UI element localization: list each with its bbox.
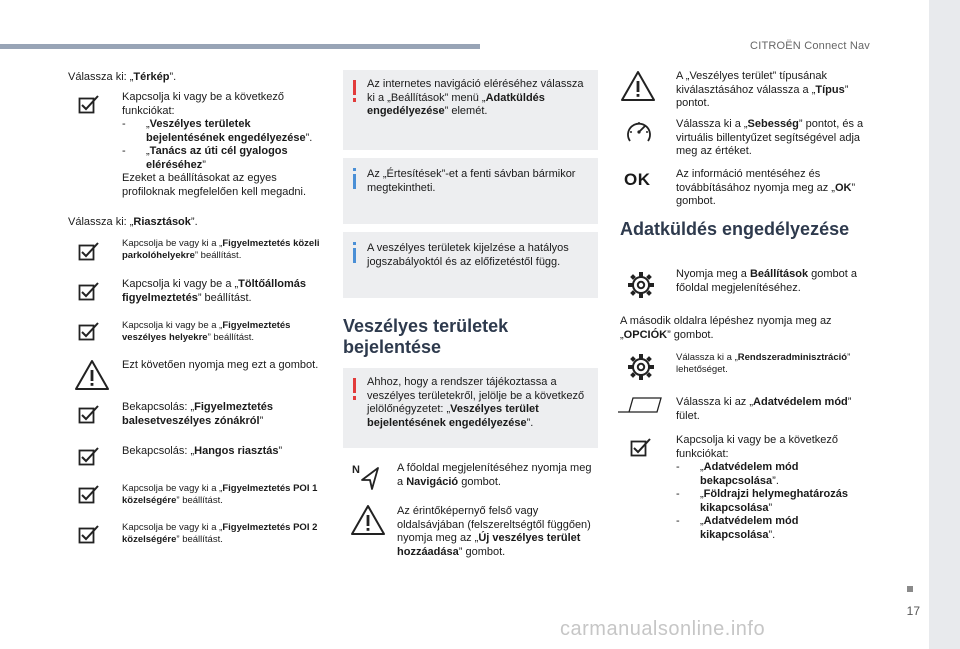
heading-danger-zone: Veszélyes területek bejelentése xyxy=(343,316,509,357)
item-poi2-alert: Kapcsolja be vagy ki a „Figyelmeztetés POI 2 közelségére” beállítást. xyxy=(122,522,318,545)
select-map-line: Válassza ki: „Térkép”. xyxy=(68,71,177,83)
note-notifications: Az „Értesítések”-et a fenti sávban bármikor megtekintheti. xyxy=(343,158,598,224)
item-map-functions: Kapcsolja ki vagy be a következő funkciókat: - „Veszélyes területek bejelentésének engedélyezése”. - „Tanács az úti cél gyalogos eléréséhez” Ezeket a beállításokat az egyes profiloknak megfelelően kell megadni. xyxy=(122,91,322,199)
checkbox-icon xyxy=(78,281,100,301)
checkbox-icon xyxy=(78,241,100,261)
heading-data-sending: Adatküldés engedélyezése xyxy=(620,219,850,239)
checkbox-icon xyxy=(78,484,100,504)
speedometer-icon xyxy=(624,117,654,147)
checkbox-icon xyxy=(78,94,100,114)
item-audio-alert: Bekapcsolás: „Hangos riasztás” xyxy=(122,445,283,457)
item-privacy-tab: Válassza ki az „Adatvédelem mód” fület. xyxy=(676,396,852,422)
watermark: carmanualsonline.info xyxy=(560,618,766,640)
gear-icon xyxy=(626,352,656,382)
page-number: 17 xyxy=(906,604,920,618)
note-enable-danger-zone: Ahhoz, hogy a rendszer tájékoztassa a veszélyes területekről, jelölje be a következő jelölőnégyzetet: „Veszélyes terület bejelentésének engedélyezése”. xyxy=(343,368,598,448)
note-legal: A veszélyes területek kijelzése a hatályos jogszabályoktól és az előfizetéstől függ. xyxy=(343,232,598,298)
checkbox-icon xyxy=(78,446,100,466)
item-enter-speed: Válassza ki a „Sebesség” pontot, és a virtuális billentyűzet segítségével adja meg az értéket. xyxy=(676,118,864,157)
item-press-ok: Az információ mentéséhez és továbbításához nyomja meg az „OK” gombot. xyxy=(676,168,856,207)
checkbox-icon xyxy=(78,404,100,424)
item-accident-zone-alert: Bekapcsolás: „Figyelmeztetés balesetveszélyes zónákról” xyxy=(122,401,274,427)
item-poi1-alert: Kapcsolja be vagy ki a „Figyelmeztetés POI 1 közelségére” beállítást. xyxy=(122,483,318,506)
page-side-strip xyxy=(929,0,960,649)
brand-label: CITROËN Connect Nav xyxy=(750,40,870,52)
ok-button-icon: OK xyxy=(624,170,651,189)
gear-icon xyxy=(626,270,656,300)
item-parking-alert: Kapcsolja be vagy ki a „Figyelmeztetés közeli parkolóhelyekre” beállítást. xyxy=(122,238,320,261)
warning-triangle-icon xyxy=(74,359,110,391)
item-privacy-functions: Kapcsolja ki vagy be a következő funkciókat: - „Adatvédelem mód bekapcsolása”. - „Földrajzi helymeghatározás kikapcsolása” - „Adatvédelem mód kikapcsolása”. xyxy=(676,434,876,542)
item-press-settings: Nyomja meg a Beállítások gombot a főoldal megjelenítéséhez. xyxy=(676,268,857,294)
checkbox-icon xyxy=(630,437,652,457)
navigation-arrow-icon xyxy=(352,462,382,492)
item-press-navigation: A főoldal megjelenítéséhez nyomja meg a Navigáció gombot. xyxy=(397,462,592,488)
tab-icon xyxy=(617,396,663,414)
warning-triangle-icon xyxy=(350,504,386,536)
warning-triangle-icon xyxy=(620,70,656,102)
svg-text:N: N xyxy=(352,464,360,476)
note-internet-nav: Az internetes navigáció eléréséhez válassza ki a „Beállítások” menü „Adatküldés engedélyezése” elemét. xyxy=(343,70,598,150)
item-press-button: Ezt követően nyomja meg ezt a gombot. xyxy=(122,359,319,371)
options-line: A második oldalra lépéshez nyomja meg az „OPCIÓK” gombot. xyxy=(620,315,832,341)
checkbox-icon xyxy=(78,321,100,341)
item-charging-alert: Kapcsolja ki vagy be a „Töltőállomás figyelmeztetés” beállítást. xyxy=(122,278,307,304)
select-alerts-line: Válassza ki: „Riasztások”. xyxy=(68,216,198,228)
item-system-admin: Válassza ki a „Rendszeradminisztráció” lehetőséget. xyxy=(676,352,851,375)
item-select-type: A „Veszélyes terület” típusának kiválasztásához válassza a „Típus” pontot. xyxy=(676,70,849,109)
header-bar xyxy=(0,44,480,49)
checkbox-icon xyxy=(78,524,100,544)
item-danger-places-alert: Kapcsolja ki vagy be a „Figyelmeztetés veszélyes helyekre” beállítást. xyxy=(122,320,291,343)
continue-mark xyxy=(907,586,913,592)
item-add-danger-zone: Az érintőképernyő felső vagy oldalsávjában (felszereltségtől függően) nyomja meg az „Új veszélyes terület hozzáadása” gombot. xyxy=(397,505,591,558)
